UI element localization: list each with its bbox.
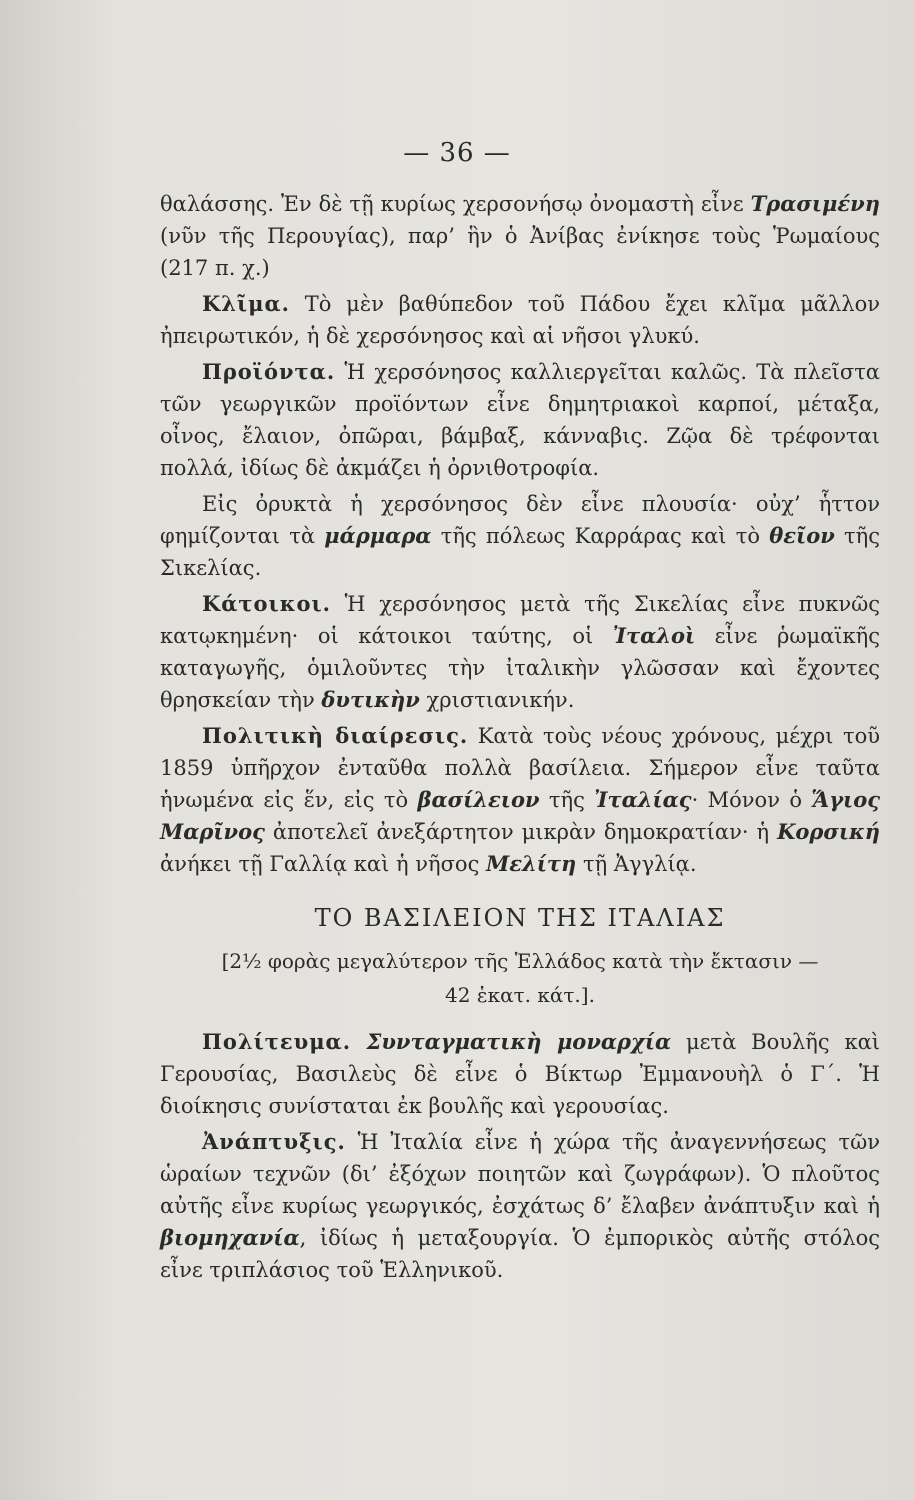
section-title: ΤΟ ΒΑΣΙΛΕΙΟΝ ΤΗΣ ΙΤΑΛΙΑΣ bbox=[314, 904, 726, 932]
paragraph-government bbox=[160, 1026, 880, 1122]
emphasis: βασίλειον bbox=[417, 787, 540, 812]
section-subtitle: [2½ φορὰς μεγαλύτερον τῆς Ἑλλάδος κατὰ τὴν ἔκτασιν — bbox=[221, 949, 819, 973]
text: τῆς Σικελίας. bbox=[160, 524, 880, 580]
text: Ἡ Ἰταλία εἶνε ἡ χώρα τῆς ἀναγεννήσεως τῶν ὡραίων τεχνῶν (δι’ ἐξόχων ποιητῶν καὶ ζωγράφων). Ὁ πλοῦτος αὐτῆς εἶνε κυρίως γεωργικός, ἐσχάτως δ’ ἔλαβεν ἀνάπτυξιν καὶ ἡ bbox=[160, 1130, 880, 1218]
paragraph-heading: Πολίτευμα. bbox=[202, 1029, 352, 1054]
emphasis: Μελίτη bbox=[486, 851, 577, 876]
text: θαλάσσης. Ἐν δὲ τῇ κυρίως χερσονήσῳ ὀνομαστὴ εἶνε bbox=[160, 192, 751, 216]
text: τῆς bbox=[539, 788, 595, 812]
emphasis: Ἰταλοὶ bbox=[612, 623, 696, 648]
text: ἀποτελεῖ ἀνεξάρτητον μικρὰν δημοκρατίαν· ἡ bbox=[264, 820, 778, 844]
text: (νῦν τῆς Περουγίας), παρ’ ἣν ὁ Ἀνίβας ἐνίκησε τοὺς Ῥωμαίους (217 π. χ.) bbox=[160, 224, 880, 280]
paragraph-inhabitants bbox=[160, 588, 880, 716]
paragraph-products bbox=[160, 356, 880, 484]
text: μετὰ Βουλῆς καὶ Γερουσίας, Βασιλεὺς δὲ εἶνε ὁ Βίκτωρ Ἐμμανουὴλ ὁ Γ΄. Ἡ διοίκησις συνίσταται ἐκ βουλῆς καὶ γερουσίας. bbox=[160, 1030, 880, 1118]
text: Εἰς ὀρυκτὰ ἡ χερσόνησος δὲν εἶνε πλουσία· οὐχ’ ἧττον φημίζονται τὰ bbox=[160, 492, 880, 548]
emphasis: Ἅγιος Μαρῖνος bbox=[160, 787, 881, 844]
paragraph-lake bbox=[160, 188, 880, 284]
paragraph-heading: Κλῖμα. bbox=[202, 291, 290, 316]
text: , ἰδίως ἡ μεταξουργία. Ὁ ἐμπορικὸς αὐτῆς στόλος εἶνε τριπλάσιος τοῦ Ἑλληνικοῦ. bbox=[160, 1226, 880, 1282]
paragraph-heading: Πολιτικὴ διαίρεσις. bbox=[202, 723, 469, 748]
page-body bbox=[160, 188, 880, 1286]
text: Ἡ χερσόνησος μετὰ τῆς Σικελίας εἶνε πυκνῶς κατῳκημένη· οἱ κάτοικοι ταύτης, οἱ bbox=[160, 592, 880, 648]
emphasis: Συνταγματικὴ μοναρχία bbox=[351, 1029, 672, 1054]
emphasis: Τρασιμένη bbox=[750, 191, 880, 216]
emphasis: βιομηχανία bbox=[160, 1225, 300, 1250]
section-subtitle-cont: 42 ἑκατ. κάτ.]. bbox=[445, 983, 595, 1007]
paragraph-heading: Προϊόντα. bbox=[202, 359, 336, 384]
text: Ἡ χερσόνησος καλλιεργεῖται καλῶς. Τὰ πλεῖστα τῶν γεωργικῶν προϊόντων εἶνε δημητριακοὶ καρποί, μέταξα, οἶνος, ἔλαιον, ὀπῶραι, βάμβαξ, κάνναβις. Ζῷα δὲ τρέφονται πολλά, ἰδίως δὲ ἀκμάζει ἡ ὀρνιθοτροφία. bbox=[160, 360, 880, 480]
emphasis: Κορσική bbox=[777, 819, 880, 844]
paragraph-heading: Ἀνάπτυξις. bbox=[202, 1129, 346, 1154]
text: τῇ Ἀγγλίᾳ. bbox=[576, 852, 697, 876]
emphasis: δυτικὴν bbox=[321, 687, 420, 712]
text: εἶνε ῥωμαϊκῆς καταγωγῆς, ὁμιλοῦντες τὴν ἰταλικὴν γλῶσσαν καὶ ἔχοντες θρησκείαν τὴν bbox=[160, 624, 880, 712]
text: Τὸ μὲν βαθύπεδον τοῦ Πάδου ἔχει κλῖμα μᾶλλον ἠπειρωτικόν, ἡ δὲ χερσόνησος καὶ αἱ νῆσοι γλυκύ. bbox=[160, 292, 880, 348]
text: · Μόνον ὁ bbox=[691, 788, 812, 812]
text: Κατὰ τοὺς νέους χρόνους, μέχρι τοῦ 1859 ὑπῆρχον ἐνταῦθα πολλὰ βασίλεια. Σήμερον εἶνε ταῦτα ἡνωμένα εἰς ἕν, εἰς τὸ bbox=[160, 724, 880, 812]
emphasis: θεῖον bbox=[769, 523, 835, 548]
paragraph-development bbox=[160, 1126, 880, 1286]
page-number: — 36 — bbox=[403, 138, 511, 168]
text: τῆς πόλεως Καρράρας καὶ τὸ bbox=[431, 524, 770, 548]
paragraph-climate bbox=[160, 288, 880, 352]
paragraph-political-division bbox=[160, 720, 880, 880]
emphasis: μάρμαρα bbox=[324, 523, 432, 548]
emphasis: Ἰταλίας bbox=[594, 787, 692, 812]
text: χριστιανικήν. bbox=[419, 688, 575, 712]
paragraph-heading: Κάτοικοι. bbox=[202, 591, 331, 616]
paragraph-minerals bbox=[160, 488, 880, 584]
text: ἀνήκει τῇ Γαλλίᾳ καὶ ἡ νῆσος bbox=[160, 852, 487, 876]
